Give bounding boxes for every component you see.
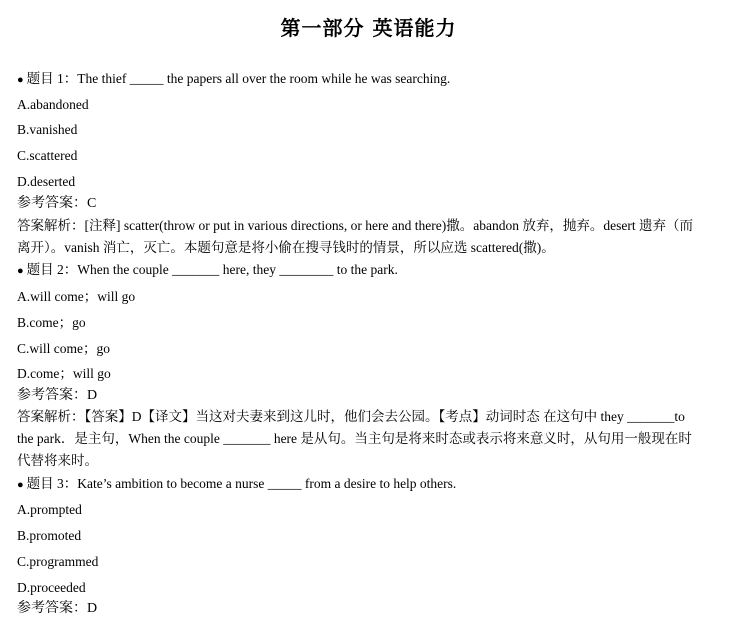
question-1-option-c: C.scattered [17, 148, 78, 163]
question-1-text: 题目 1：The thief _____ the papers all over the room while he was searching. [26, 71, 451, 86]
question-1-option-b: B.vanished [17, 122, 78, 137]
bullet-icon: ● [17, 74, 24, 86]
question-2-stem [17, 261, 398, 280]
question-2-option-c: C.will come；go [17, 341, 110, 356]
bullet-icon: ● [17, 479, 24, 491]
bullet-icon: ● [17, 265, 24, 277]
question-1-option-d: D.deserted [17, 174, 76, 189]
question-3-text: 题目 3：Kate’s ambition to become a nurse _____ from a desire to help others. [26, 476, 457, 491]
question-2-option-b: B.come；go [17, 315, 86, 330]
question-1-option-a: A.abandoned [17, 97, 89, 112]
question-3-option-b: B.promoted [17, 528, 82, 543]
question-1-analysis: 答案解析：[注释] scatter(throw or put in various directions, or here and there)撒。abandon 放弃，抛弃。desert 遗弃（而离开）。vanish 消亡，灭亡。本题句意是将小偷在搜寻钱时的情景，所以应选 scattered(撒)。 [17, 218, 693, 255]
question-3-option-c: C.programmed [17, 554, 99, 569]
question-2-answer: 参考答案：D [17, 388, 98, 403]
question-2-text: 题目 2：When the couple _______ here, they ________ to the park. [26, 262, 398, 277]
question-2-analysis: 答案解析：【答案】D【译文】当这对夫妻来到这儿时，他们会去公园。【考点】动词时态 在这句中 they _______to the park．是主句，When the couple _______ here 是从句。当主句是将来时态或表示将来意义时，从句用一般现在时代替将来时。 [17, 409, 692, 468]
question-2-option-a: A.will come；will go [17, 289, 136, 304]
question-3-answer: 参考答案：D [17, 601, 98, 616]
question-3-option-a: A.prompted [17, 502, 82, 517]
question-3-stem [17, 475, 456, 494]
question-1-stem [17, 70, 450, 89]
question-1-answer: 参考答案：C [17, 196, 97, 211]
question-2-option-d: D.come；will go [17, 366, 111, 381]
question-3-option-d: D.proceeded [17, 580, 86, 595]
page-title: 第一部分 英语能力 [280, 16, 457, 40]
